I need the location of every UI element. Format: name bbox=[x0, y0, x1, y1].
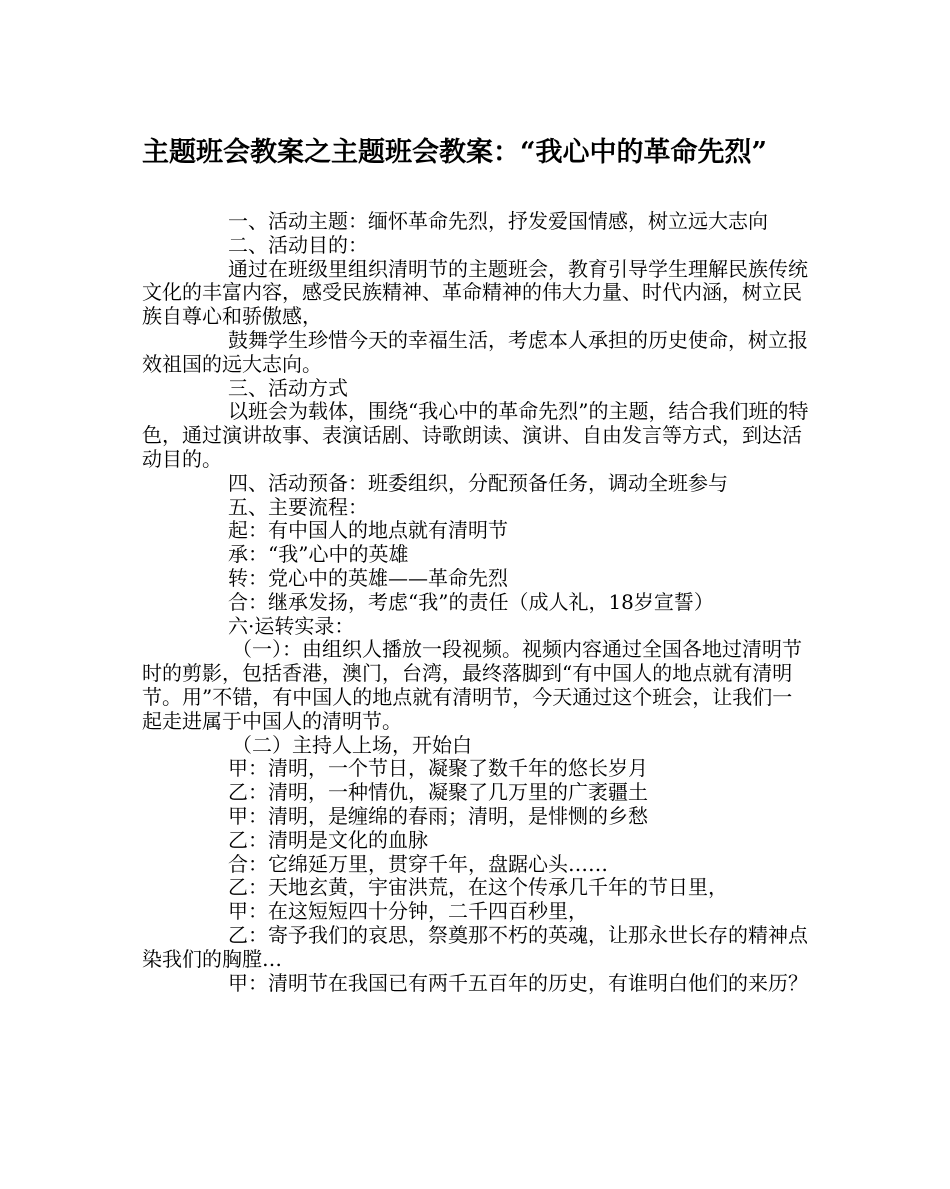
paragraph: 鼓舞学生珍惜今天的幸福生活，考虑本人承担的历史使命，树立报效祖国的远大志向。 bbox=[142, 327, 808, 376]
paragraph: 承：“我”心中的英雄 bbox=[228, 542, 409, 567]
document-body bbox=[142, 210, 812, 995]
paragraph: 二、活动目的： bbox=[228, 232, 368, 257]
paragraph: 起：有中国人的地点就有清明节 bbox=[228, 518, 508, 543]
paragraph: 一、活动主题：缅怀革命先烈，抒发爱国情感，树立远大志向 bbox=[228, 209, 768, 233]
paragraph: 乙：寄予我们的哀思，祭奠那不朽的英魂，让那永世长存的精神点染我们的胸膛… bbox=[142, 922, 808, 971]
paragraph: 以班会为载体，围绕“我心中的革命先烈”的主题，结合我们班的特色，通过演讲故事、表演话剧、诗歌朗读、演讲、自由发言等方式，到达活动目的。 bbox=[142, 399, 809, 471]
paragraph: 乙：清明，一种情仇，凝聚了几万里的广袤疆土 bbox=[228, 780, 648, 805]
paragraph: 三、活动方式 bbox=[228, 375, 348, 400]
paragraph: 甲：清明，一个节日，凝聚了数千年的悠长岁月 bbox=[228, 756, 648, 781]
paragraph: 乙：天地玄黄，宇宙洪荒，在这个传承几千年的节日里， bbox=[228, 875, 728, 900]
paragraph: 转：党心中的英雄——革命先烈 bbox=[228, 565, 508, 590]
paragraph: 甲：在这短短四十分钟，二千四百秒里， bbox=[228, 899, 588, 924]
paragraph: （一）：由组织人播放一段视频。视频内容通过全国各地过清明节时的剪影，包括香港，澳门，台湾，最终落脚到“有中国人的地点就有清明节。用”不错，有中国人的地点就有清明节，今天通过这个班会，让我们一起走进属于中国人的清明节。 bbox=[142, 637, 802, 733]
paragraph: 通过在班级里组织清明节的主题班会，教育引导学生理解民族传统文化的丰富内容，感受民族精神、革命精神的伟大力量、时代内涵，树立民族自尊心和骄傲感， bbox=[142, 256, 808, 329]
paragraph: 四、活动预备：班委组织，分配预备任务，调动全班参与 bbox=[228, 470, 728, 495]
paragraph: 五、主要流程： bbox=[228, 494, 368, 519]
document-title: 主题班会教案之主题班会教案：“我心中的革命先烈” bbox=[142, 137, 768, 168]
paragraph: （二）主持人上场，开始白 bbox=[232, 732, 472, 757]
paragraph: 甲：清明，是缠绵的春雨；清明，是悱恻的乡愁 bbox=[228, 803, 648, 828]
paragraph: 甲：清明节在我国已有两千五百年的历史，有谁明白他们的来历？ bbox=[228, 970, 808, 995]
paragraph: 合：它绵延万里，贯穿千年，盘踞心头…… bbox=[228, 851, 608, 876]
paragraph: 六·运转实录： bbox=[228, 613, 355, 638]
paragraph: 合：继承发扬，考虑“我”的责任（成人礼，18岁宣誓） bbox=[228, 589, 714, 614]
paragraph: 乙：清明是文化的血脉 bbox=[228, 827, 428, 852]
